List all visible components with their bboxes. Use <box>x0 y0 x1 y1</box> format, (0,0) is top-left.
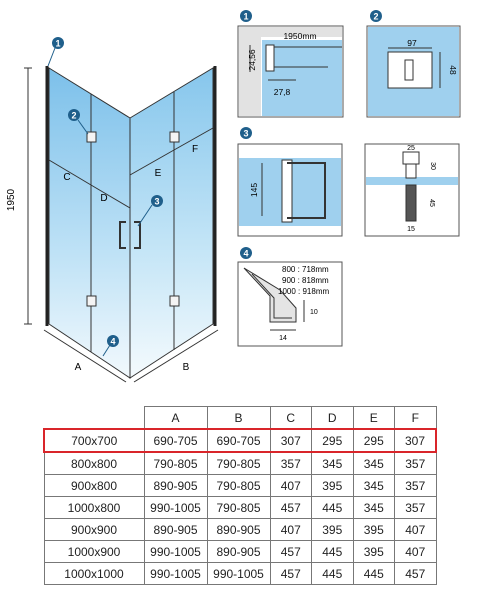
height-dimension <box>24 68 32 324</box>
size-spec-table <box>43 406 437 585</box>
table-cell: 790-805 <box>207 497 270 519</box>
table-cell: 690-705 <box>207 429 270 452</box>
svg-text:1: 1 <box>55 38 61 49</box>
table-cell: 900x800 <box>44 475 144 497</box>
dim-F-label: F <box>191 144 199 155</box>
hinge-icon <box>170 132 179 142</box>
table-cell: 295 <box>312 429 354 452</box>
right-glass-panel <box>130 68 213 378</box>
table-row <box>44 519 436 541</box>
detail-1-height: 1950mm <box>283 31 317 41</box>
table-cell: 357 <box>395 452 437 475</box>
detail-3-handle-height: 145 <box>249 182 259 198</box>
table-cell: 990-1005 <box>207 563 270 585</box>
table-cell: 790-805 <box>144 452 207 475</box>
table-cell: 395 <box>312 519 354 541</box>
svg-text:1: 1 <box>243 11 249 22</box>
table-cell: 1000x900 <box>44 541 144 563</box>
svg-text:3: 3 <box>243 128 249 139</box>
table-header: F <box>395 407 437 430</box>
detail-2-badge <box>370 10 382 22</box>
height-label: 1950 <box>6 188 17 212</box>
detail-3-badge <box>240 127 252 139</box>
detail-3-top-height: 30 <box>429 162 436 170</box>
table-cell: 457 <box>270 563 312 585</box>
hinge-icon <box>87 132 96 142</box>
hinge-icon <box>170 296 179 306</box>
table-row <box>44 452 436 475</box>
table-cell: 457 <box>270 541 312 563</box>
table-row <box>44 497 436 519</box>
table-cell: 395 <box>353 519 395 541</box>
table-row <box>44 475 436 497</box>
detail-4-line1: 800 : 718mm <box>282 265 329 274</box>
table-cell: 690-705 <box>144 429 207 452</box>
table-cell: 295 <box>353 429 395 452</box>
table-cell: 345 <box>353 497 395 519</box>
table-cell: 890-905 <box>144 519 207 541</box>
table-cell: 307 <box>270 429 312 452</box>
dim-C-label: C <box>63 172 71 183</box>
table-header: A <box>144 407 207 430</box>
detail-4-line2: 900 : 818mm <box>282 276 329 285</box>
table-header: B <box>207 407 270 430</box>
table-cell: 407 <box>395 519 437 541</box>
table-cell: 307 <box>395 429 437 452</box>
table-cell: 1000x1000 <box>44 563 144 585</box>
table-cell: 900x900 <box>44 519 144 541</box>
table-cell: 357 <box>270 452 312 475</box>
table-cell: 457 <box>270 497 312 519</box>
dim-B-label: B <box>182 362 190 373</box>
table-cell: 445 <box>312 563 354 585</box>
table-cell: 990-1005 <box>144 563 207 585</box>
detail-3-top-width: 25 <box>407 145 415 152</box>
detail-4-badge <box>240 247 252 259</box>
table-cell: 990-1005 <box>144 497 207 519</box>
table-cell: 445 <box>353 563 395 585</box>
table-cell: 990-1005 <box>144 541 207 563</box>
table-cell: 345 <box>353 475 395 497</box>
table-cell: 407 <box>270 475 312 497</box>
detail-3-mid-height: 45 <box>428 199 435 207</box>
callout-1 <box>48 37 64 66</box>
table-cell: 790-805 <box>207 452 270 475</box>
svg-text:4: 4 <box>243 248 249 259</box>
table-cell: 700x700 <box>44 429 144 452</box>
detail-1-depth: 24,56 <box>247 49 257 71</box>
detail-3-section <box>365 144 459 236</box>
table-header: C <box>270 407 312 430</box>
detail-4-depth: 10 <box>310 309 318 316</box>
table-cell: 800x800 <box>44 452 144 475</box>
table-header: E <box>353 407 395 430</box>
table-cell: 345 <box>312 452 354 475</box>
table-cell: 357 <box>395 475 437 497</box>
table-cell: 457 <box>395 563 437 585</box>
table-header: D <box>312 407 354 430</box>
svg-text:3: 3 <box>154 196 160 207</box>
detail-3-bottom-width: 15 <box>407 226 415 233</box>
svg-text:2: 2 <box>373 11 379 22</box>
table-cell: 357 <box>395 497 437 519</box>
table-row <box>44 541 436 563</box>
detail-2-width: 97 <box>407 38 417 48</box>
table-corner <box>44 407 144 430</box>
hinge-icon <box>87 296 96 306</box>
table-cell: 407 <box>270 519 312 541</box>
table-row-highlighted <box>44 429 436 452</box>
table-cell: 890-905 <box>207 519 270 541</box>
table-cell: 445 <box>312 497 354 519</box>
svg-text:4: 4 <box>110 336 116 347</box>
detail-4-profile <box>238 262 342 346</box>
table-cell: 395 <box>353 541 395 563</box>
detail-4-line3: 1000 : 918mm <box>278 287 330 296</box>
table-cell: 445 <box>312 541 354 563</box>
table-row <box>44 563 436 585</box>
dim-D-label: D <box>100 193 108 204</box>
dim-E-label: E <box>154 168 162 179</box>
table-cell: 890-905 <box>144 475 207 497</box>
table-cell: 890-905 <box>207 541 270 563</box>
table-header-row <box>44 407 436 430</box>
detail-2-height: 48 <box>448 65 458 75</box>
left-glass-panel <box>49 68 130 378</box>
detail-1-badge <box>240 10 252 22</box>
table-cell: 345 <box>353 452 395 475</box>
table-cell: 407 <box>395 541 437 563</box>
detail-4-width: 14 <box>279 335 287 342</box>
svg-text:2: 2 <box>71 110 77 121</box>
table-cell: 395 <box>312 475 354 497</box>
table-cell: 1000x800 <box>44 497 144 519</box>
detail-1-width: 27,8 <box>273 87 291 97</box>
table-cell: 790-805 <box>207 475 270 497</box>
dim-A-label: A <box>74 362 82 373</box>
